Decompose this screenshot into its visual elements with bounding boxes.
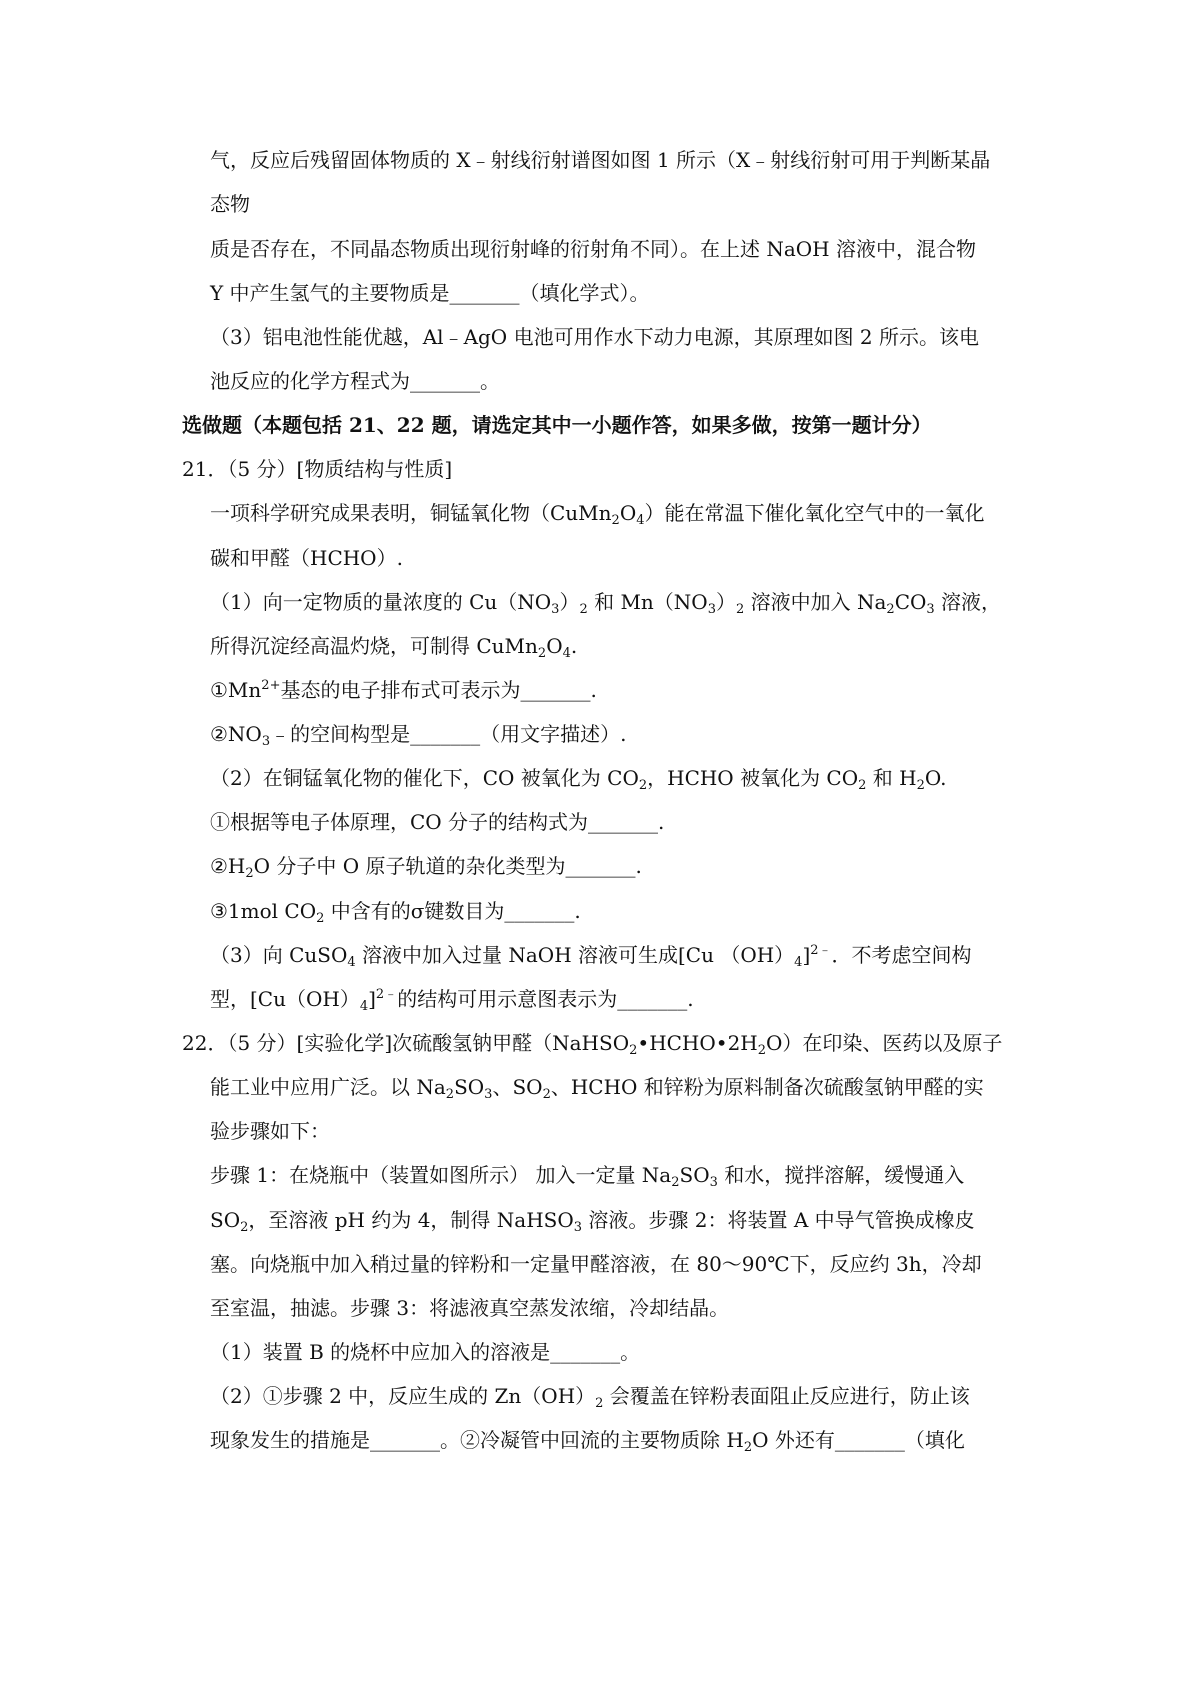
text-line: （2）①步骤 2 中，反应生成的 $Zn(OH)_2$ 会覆盖在锌粉表面阻止反应进行，防止该 <box>210 1384 970 1411</box>
text-line: ③1mol $CO_2$ 中含有的σ键数目为_______. <box>210 899 581 926</box>
text-line: 至室温，抽滤。步骤 3：将滤液真空蒸发浓缩，冷却结晶。 <box>210 1296 730 1320</box>
section-heading: 选做题（本题包括 21、22 题，请选定其中一小题作答，如果多做，按第一题计分） <box>182 413 932 437</box>
text-line: 碳和甲醛（HCHO）. <box>210 546 403 570</box>
text-line: 验步骤如下： <box>210 1119 330 1143</box>
question-title-22: 22．（5 分）[实验化学]次硫酸氢钠甲醛$(NaHSO_2•HCHO•2H_2O)$在印染、医药以及原子 <box>182 1031 1003 1058</box>
text-line: （1）装置 B 的烧杯中应加入的溶液是_______。 <box>210 1340 641 1364</box>
text-line: 能工业中应用广泛。以 $Na_2SO_3$、$SO_2$、HCHO 和锌粉为原料制备次硫酸氢钠甲醛的实 <box>210 1075 984 1102</box>
text-line: （1）向一定物质的量浓度的 $Cu(NO_3)_2$ 和 $Mn(NO_3)_2$ 溶液中加入 $Na_2CO_3$ 溶液， <box>210 590 1002 617</box>
text-line: $②H_2O$ 分子中 O 原子轨道的杂化类型为_______. <box>210 854 642 881</box>
text-line: 现象发生的措施是_______。②冷凝管中回流的主要物质除 $H_2O$ 外还有_______（填化 <box>210 1428 965 1455</box>
text-line: 步骤 1：在烧瓶中（装置如图所示） 加入一定量 $Na_2SO_3$ 和水，搅拌溶解，缓慢通入 <box>210 1163 965 1190</box>
text-line: 所得沉淀经高温灼烧，可制得 $CuMn_2O_4$. <box>210 634 578 661</box>
text-line: $SO_2$，至溶液 pH 约为 4，制得 NaHSO$_3$ 溶液。步骤 2：将装置 A 中导气管换成橡皮 <box>210 1208 975 1235</box>
text-line: 一项科学研究成果表明，铜锰氧化物$(CuMn_2O_4)$能在常温下催化氧化空气中的一氧化 <box>210 501 985 528</box>
text-line: Y 中产生氢气的主要物质是_______（填化学式）。 <box>210 281 650 305</box>
text-line: （2）在铜锰氧化物的催化下，CO 被氧化为 $CO_2$，HCHO 被氧化为 $CO_2$ 和 $H_2O$. <box>210 766 947 793</box>
text-line: ①根据等电子体原理，CO 分子的结构式为_______. <box>210 810 665 834</box>
text-line: （3）铝电池性能优越，Al﹣AgO 电池可用作水下动力电源，其原理如图 2 所示。该电 <box>210 325 980 349</box>
question-title-21: 21．（5 分）[物质结构与性质] <box>182 457 453 481</box>
text-line: $②NO_3﹣$的空间构型是_______（用文字描述）. <box>210 722 627 749</box>
text-line: （3）向 CuSO$_4$ 溶液中加入过量 NaOH 溶液可生成[Cu $(OH)_4]^{2﹣}$．不考虑空间构 <box>210 943 972 970</box>
text-line: 气，反应后残留固体物质的 X﹣射线衍射谱图如图 1 所示（X﹣射线衍射可用于判断某晶 <box>210 148 991 172</box>
text-line: 池反应的化学方程式为_______。 <box>210 369 500 393</box>
text-line: 塞。向烧瓶中加入稍过量的锌粉和一定量甲醛溶液，在 80～90℃下，反应约 3h，冷却 <box>210 1252 982 1276</box>
text-line: 质是否存在，不同晶态物质出现衍射峰的衍射角不同）。在上述 NaOH 溶液中，混合物 <box>210 237 976 261</box>
text-line: 态物 <box>210 192 250 216</box>
text-line: $①Mn^{2+}$基态的电子排布式可表示为_______. <box>210 678 597 702</box>
text-line: 型，$[Cu(OH)_4]^{2﹣}$的结构可用示意图表示为_______. <box>210 987 694 1014</box>
